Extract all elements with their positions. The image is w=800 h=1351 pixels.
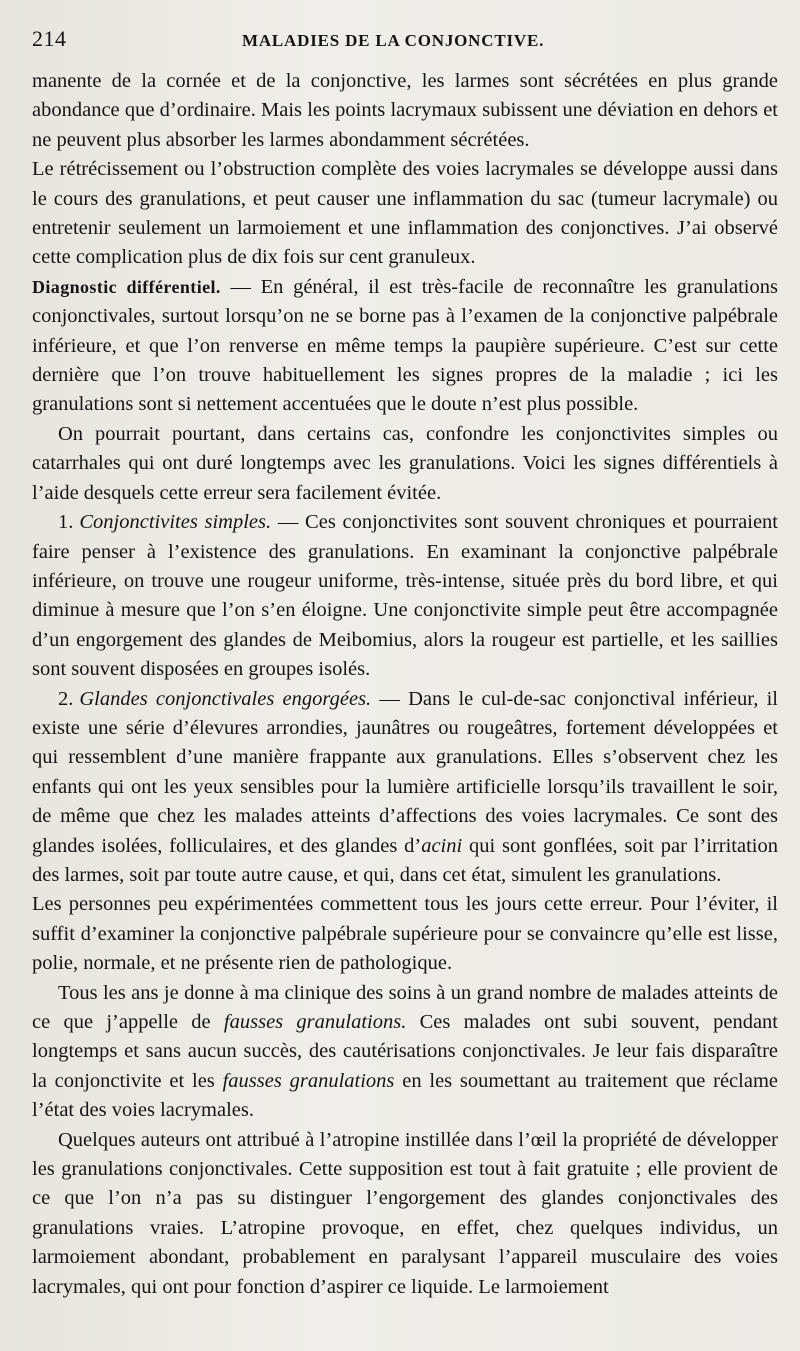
- paragraph: [32, 890, 778, 978]
- page-number: 214: [32, 26, 67, 51]
- paragraph: [32, 1126, 778, 1302]
- text-run: Les personnes peu expérimentées commettent tous les jours cette erreur. Pour l’éviter, il suffit d’examiner la conjonctive palpébrale supérieure pour se convaincre qu’elle est lisse, polie, normale, et ne présente rien de pathologique.: [32, 893, 778, 975]
- text-run: — Ces conjonctivites sont souvent chroniques et pourraient faire penser à l’existence des granulations. En examinant la conjonctive palpébrale inférieure, on trouve une rougeur uniforme, très-intense, située près du bord libre, et qui diminue à mesure que l’on s’en éloigne. Une conjonctivite simple peut être accompagnée d’un engorgement des glandes de Meibomius, alors la rougeur est partielle, et les saillies sont souvent disposées en groupes isolés.: [32, 511, 778, 681]
- italic-text: fausses granulations.: [223, 1011, 407, 1033]
- paragraph: [32, 420, 778, 508]
- text-run: Ces malades ont subi souvent, pendant longtemps et sans aucun succès, des cautérisations conjonctivales. Je leur fais disparaître la conjonctivite et les: [32, 1011, 779, 1092]
- item-number: 2.: [58, 687, 74, 710]
- paragraph: [32, 273, 778, 420]
- text-run: Quelques auteurs ont attribué à l’atropine instillée dans l’œil la propriété de développer les granulations conjonctivales. Cette supposition est tout à fait gratuite ; elle provient de ce que l’on n’a pas su distinguer l’engorgement des glandes conjonctivales des granulations vraies. L’atropine provoque, en effet, chez quelques individus, un larmoiement abondant, probablement en paralysant l’appareil musculaire des voies lacrymales, qui ont pour fonction d’aspirer ce liquide. Le larmoiement: [32, 1128, 778, 1298]
- text-run: en les soumettant au traitement que réclame l’état des voies lacrymales.: [32, 1069, 779, 1122]
- italic-text: acini: [421, 834, 463, 857]
- section-run-in-heading: Diagnostic différentiel.: [32, 276, 221, 297]
- paragraph: [32, 155, 778, 273]
- italic-text: Conjonctivites simples.: [79, 511, 272, 534]
- text-run: Tous les ans je donne à ma clinique des soins à un grand nombre de malades atteints de ce que j’appelle de: [32, 981, 778, 1033]
- body-text: [32, 67, 778, 1302]
- text-run: Le rétrécissement ou l’obstruction complète des voies lacrymales se développe aussi dans le cours des granulations, et peut causer une inflammation du sac (tumeur lacrymale) ou entretenir seulement un larmoiement et une inflammation des conjonctives. J’ai observé cette complication plus de dix fois sur cent granuleux.: [32, 158, 778, 269]
- paragraph: [32, 685, 778, 891]
- text-run: — Dans le cul-de-sac conjonctival inférieur, il existe une série d’élevures arrondies, jaunâtres ou rougeâtres, fortement développées et qui ressemblent d’une manière frappante aux granulations. Elles s’observent chez les enfants qui ont les yeux sensibles pour la lumière artificielle lorsqu’ils travaillent le soir, de même que chez les malades atteints d’affections des voies lacrymales. Ce sont des glandes isolées, folliculaires, et des glandes d’: [32, 687, 778, 857]
- paragraph: [32, 67, 778, 155]
- text-run: manente de la cornée et de la conjonctive, les larmes sont sécrétées en plus grande abondance que d’ordinaire. Mais les points lacrymaux subissent une déviation en dehors et ne peuvent plus absorber les larmes abondamment sécrétées.: [32, 70, 778, 151]
- page-header: [32, 26, 778, 66]
- text-run: — En général, il est très-facile de reconnaître les granulations conjonctivales, surtout lorsqu’on ne se borne pas à l’examen de la conjonctive palpébrale inférieure, et que l’on renverse en même temps la paupière supérieure. C’est sur cette dernière que l’on trouve habituellement les signes propres de la maladie ; ici les granulations sont si nettement accentuées que le doute n’est plus possible.: [32, 275, 778, 416]
- paragraph: [32, 979, 778, 1126]
- running-head: MALADIES DE LA CONJONCTIVE.: [242, 31, 545, 50]
- italic-text: Glandes conjonctivales engorgées.: [79, 687, 372, 710]
- paragraph: [32, 508, 778, 684]
- item-number: 1.: [58, 511, 74, 534]
- text-run: qui sont gonflées, soit par l’irritation des larmes, soit par toute autre cause, et qui, dans cet état, simulent les granulations.: [32, 834, 778, 886]
- italic-text: fausses granulations: [222, 1069, 395, 1092]
- text-run: On pourrait pourtant, dans certains cas, confondre les conjonctivites simples ou catarrhales qui ont duré longtemps avec les granulations. Voici les signes différentiels à l’aide desquels cette erreur sera facilement évitée.: [32, 422, 778, 504]
